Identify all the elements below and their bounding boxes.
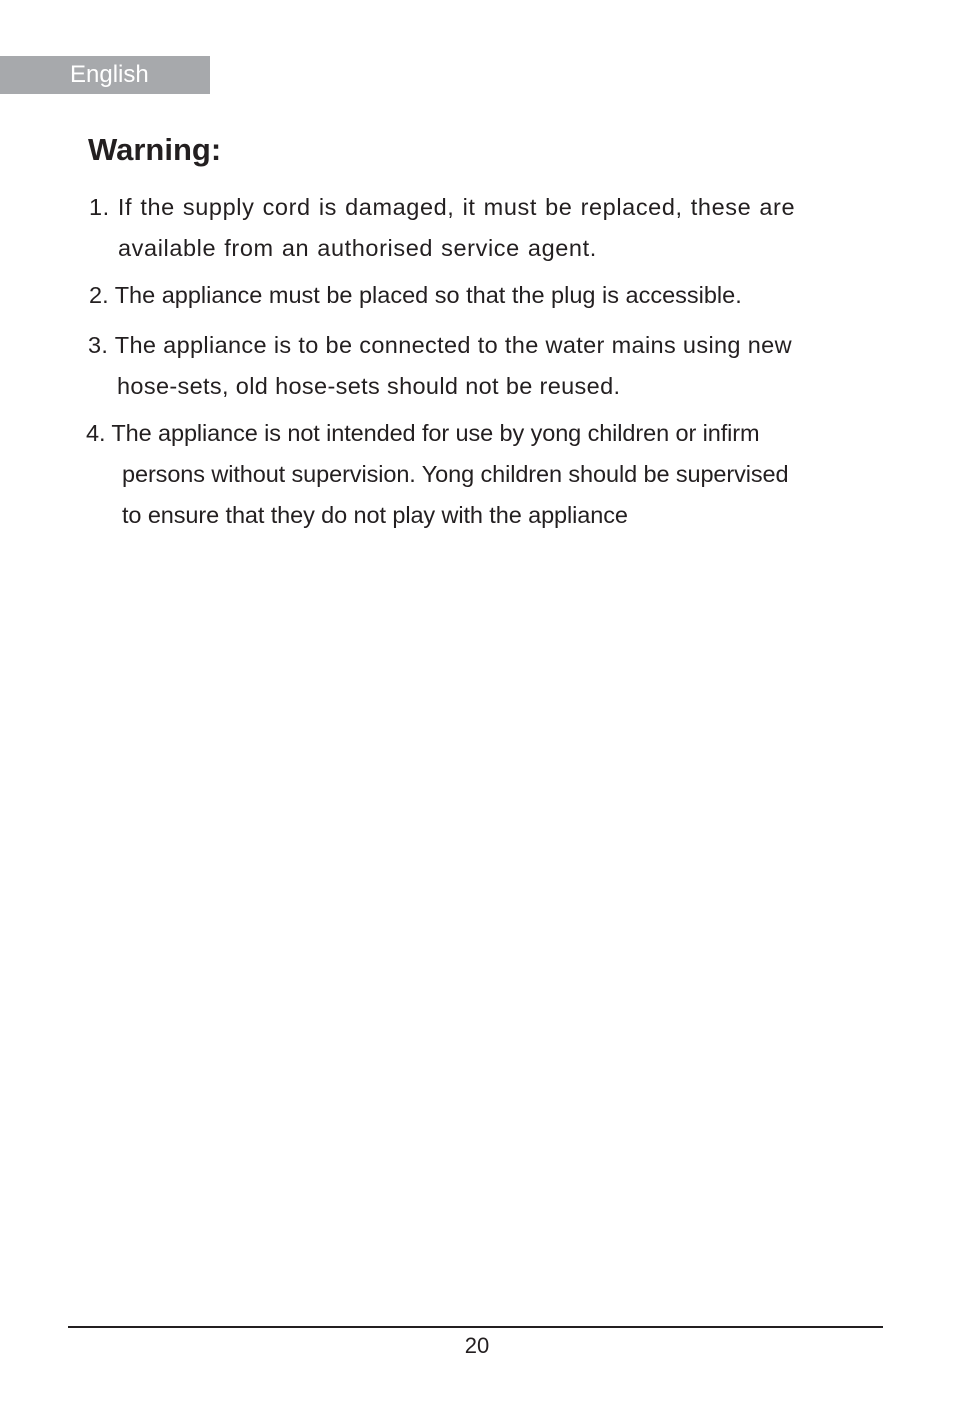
- warning-title: Warning:: [88, 132, 222, 167]
- warning-item-1: [89, 187, 795, 269]
- warning-item-4: [86, 413, 789, 536]
- warning-item-3: [88, 325, 792, 407]
- warning-item-1-line-2: available from an authorised service agent.: [118, 235, 597, 261]
- warning-item-4-line-2: persons without supervision. Yong children should be supervised: [122, 461, 789, 487]
- warning-item-2: [89, 275, 742, 316]
- warning-item-1-line-1: 1. If the supply cord is damaged, it must be replaced, these are: [89, 194, 796, 220]
- language-tab: English: [0, 56, 210, 94]
- warning-item-3-line-1: 3. The appliance is to be connected to the water mains using new: [88, 332, 792, 358]
- warning-item-2-line-1: 2. The appliance must be placed so that the plug is accessible.: [89, 282, 742, 308]
- warning-item-3-line-2: hose-sets, old hose-sets should not be reused.: [117, 373, 621, 399]
- footer-divider: [68, 1326, 883, 1328]
- warning-item-4-line-1: 4. The appliance is not intended for use by yong children or infirm: [86, 420, 760, 446]
- warning-item-4-line-3: to ensure that they do not play with the appliance: [122, 502, 628, 528]
- page-number: 20: [464, 1333, 490, 1358]
